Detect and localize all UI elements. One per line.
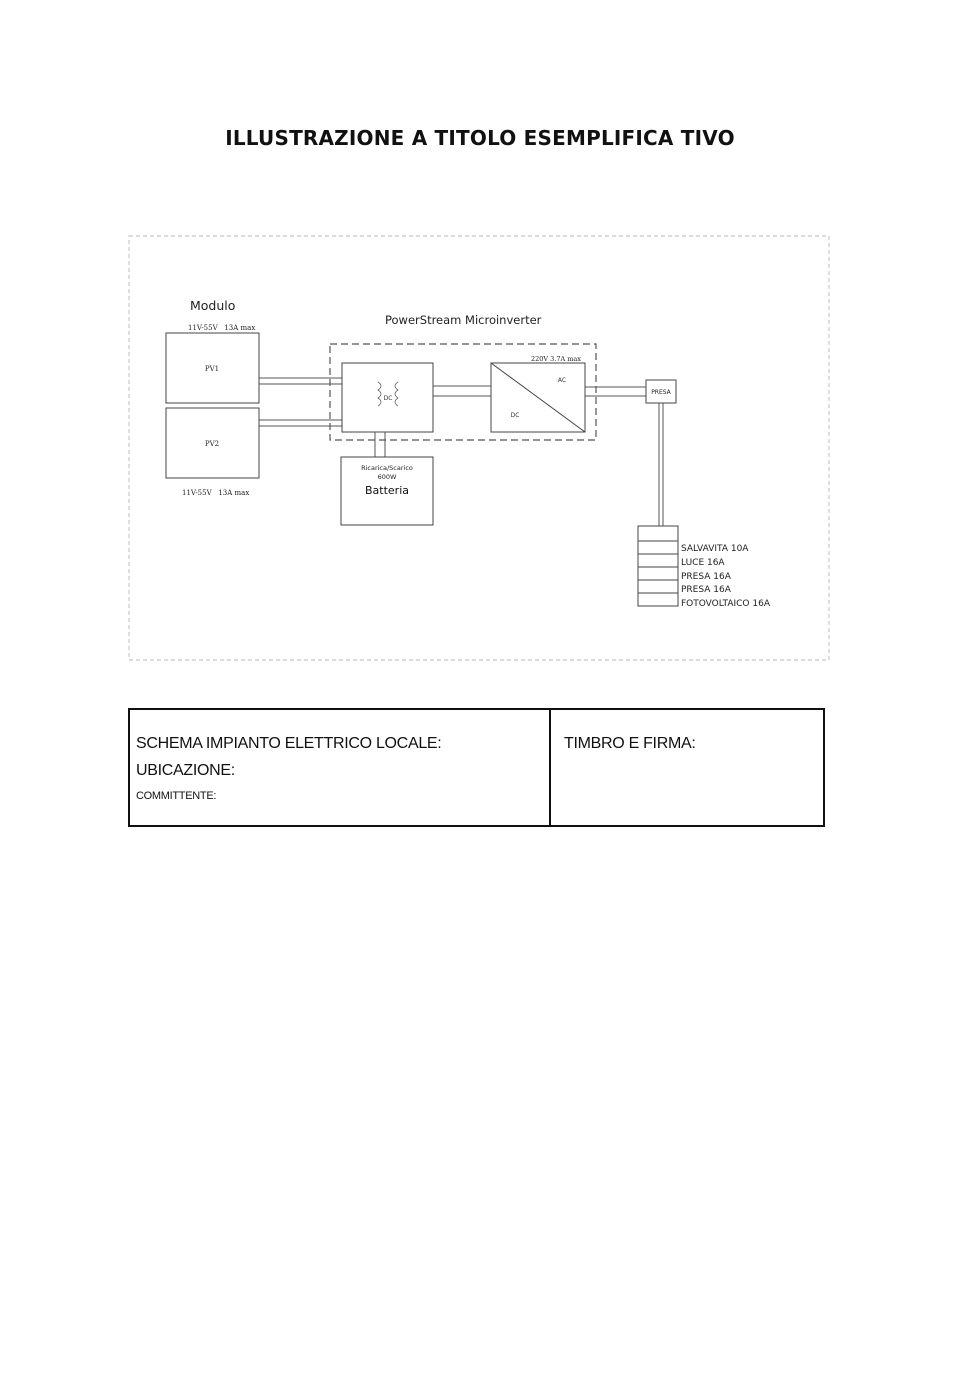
socket-label: PRESA: [651, 389, 671, 396]
dc-block-label: DC: [383, 395, 393, 402]
battery-charge-label: Ricarica/Scarico: [361, 464, 413, 472]
pv2-label: PV2: [204, 440, 220, 448]
battery-label: Batteria: [365, 484, 409, 497]
inverter-rating: 220V 3.7A max: [531, 355, 581, 363]
page-title: ILLUSTRAZIONE A TITOLO ESEMPLIFICA TIVO: [225, 126, 735, 150]
client-label: COMMITTENTE:: [136, 790, 217, 802]
schema-label: SCHEMA IMPIANTO ELETTRICO LOCALE:: [136, 735, 442, 752]
inverter-dc-label: DC: [510, 412, 520, 419]
module-heading: Modulo: [190, 298, 236, 313]
info-divider: [549, 710, 551, 825]
breaker-label: FOTOVOLTAICO 16A: [681, 599, 770, 609]
breaker-label: PRESA 16A: [681, 572, 731, 582]
breaker-label: SALVAVITA 10A: [681, 544, 749, 554]
breaker-label: LUCE 16A: [681, 558, 725, 568]
stamp-label: TIMBRO E FIRMA:: [564, 735, 696, 752]
inverter-to-socket-wires: [585, 387, 646, 396]
location-label: UBICAZIONE:: [136, 762, 235, 779]
pv1-label: PV1: [204, 365, 220, 373]
info-box: [128, 708, 825, 827]
battery-power: 600W: [377, 473, 397, 481]
module-spec-top: 11V-55V 13A max: [188, 324, 256, 332]
socket-to-panel-wires: [659, 403, 663, 526]
breaker-label: PRESA 16A: [681, 585, 731, 595]
module-spec-bottom: 11V-55V 13A max: [182, 489, 250, 497]
battery-wires: [375, 432, 385, 457]
dc-to-inverter-wires: [433, 386, 491, 396]
inverter-ac-label: AC: [557, 377, 567, 384]
microinverter-label: PowerStream Microinverter: [385, 313, 542, 327]
breaker-panel: [638, 526, 678, 606]
